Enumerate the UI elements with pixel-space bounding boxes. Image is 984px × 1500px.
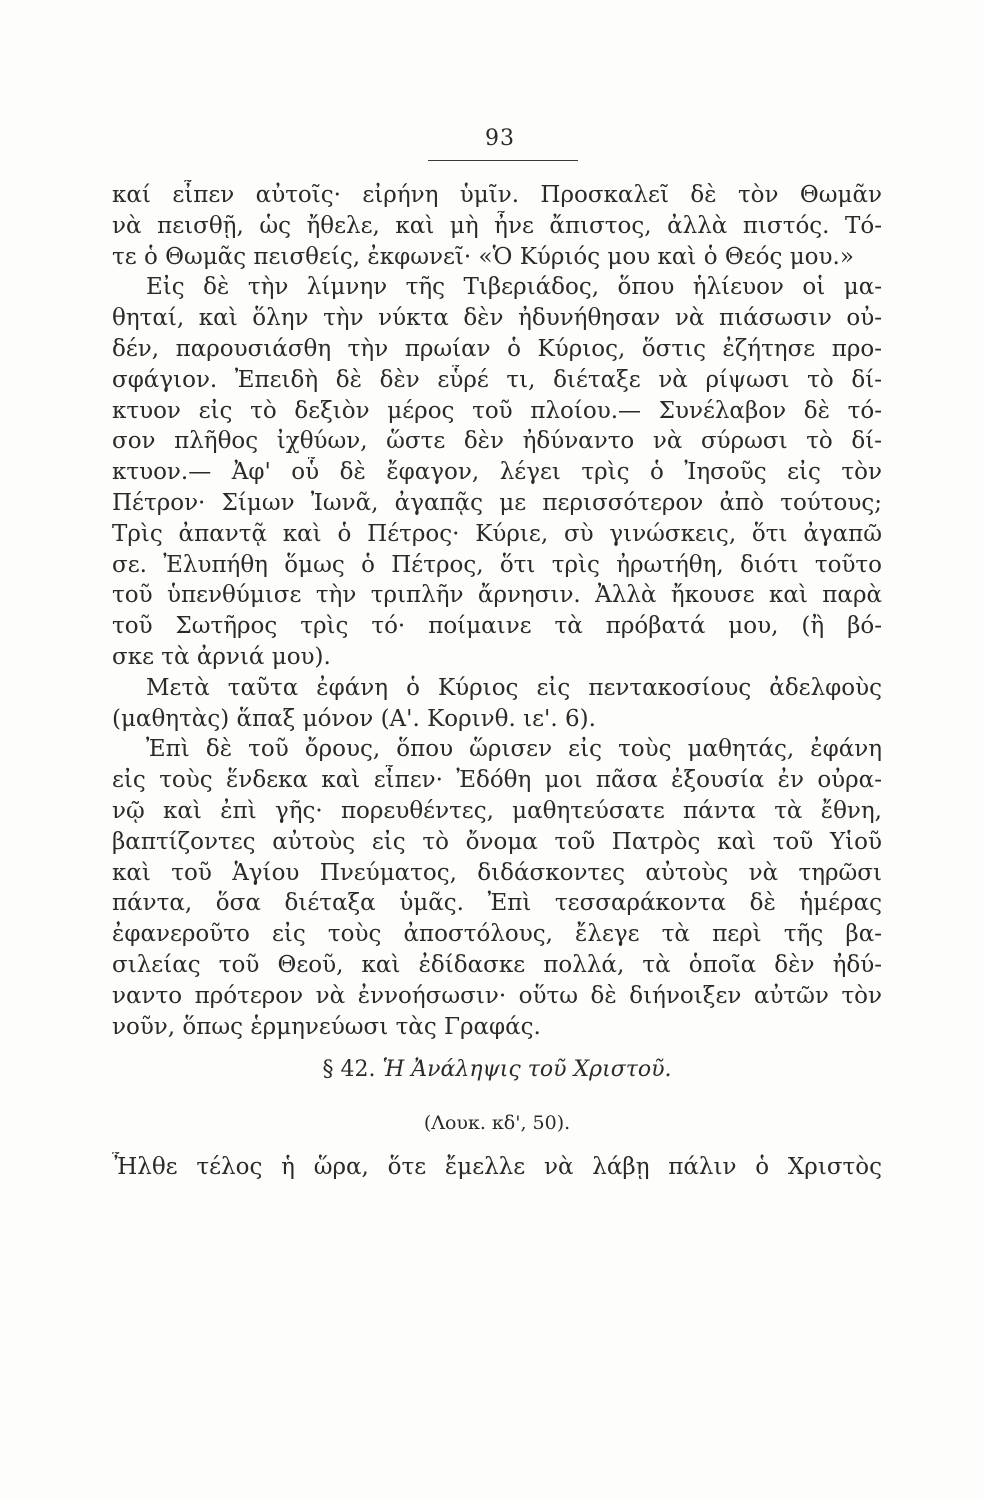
- text-line: σον πλῆθος ἰχθύων, ὥστε δὲν ἠδύναντο νὰ σύρωσι τὸ δί-: [112, 428, 882, 455]
- header-rule: [428, 160, 578, 161]
- text-line: (μαθητὰς) ἅπαξ μόνον (Α'. Κορινθ. ιε'. 6).: [112, 705, 596, 732]
- text-line: καὶ τοῦ Ἁγίου Πνεύματος, διδάσκοντες αὐτοὺς νὰ τηρῶσι: [112, 859, 882, 886]
- text-line: ναντο πρότερον νὰ ἐννοήσωσιν· οὕτω δὲ διήνοιξεν αὐτῶν τὸν: [112, 982, 882, 1009]
- text-line: βαπτίζοντες αὐτοὺς εἰς τὸ ὄνομα τοῦ Πατρὸς καὶ τοῦ Υἱοῦ: [112, 828, 882, 855]
- text-line: Πέτρον· Σίμων Ἰωνᾶ, ἀγαπᾷς με περισσότερον ἀπὸ τούτους;: [112, 489, 882, 516]
- paragraph-start-line: Ἐπὶ δὲ τοῦ ὄρους, ὅπου ὥρισεν εἰς τοὺς μαθητάς, ἐφάνη: [146, 736, 882, 763]
- text-line: καί εἶπεν αὐτοῖς· εἰρήνη ὑμῖν. Προσκαλεῖ δὲ τὸν Θωμᾶν: [112, 182, 882, 208]
- section-title: Ἡ Ἀνάληψις τοῦ Χριστοῦ.: [382, 1057, 672, 1083]
- text-line: Ἦλθε τέλος ἡ ὥρα, ὅτε ἔμελλε νὰ λάβῃ πάλιν ὁ Χριστὸς: [112, 1154, 882, 1181]
- text-line: σιλείας τοῦ Θεοῦ, καὶ ἐδίδασκε πολλά, τὰ ὁποῖα δὲν ἠδύ-: [112, 951, 882, 978]
- page-number: 93: [485, 126, 515, 151]
- text-line: δέν, παρουσιάσθη τὴν πρωίαν ὁ Κύριος, ὅστις ἐζήτησε προ-: [112, 335, 882, 362]
- text-line: νὰ πεισθῇ, ὡς ἤθελε, καὶ μὴ ἦνε ἄπιστος, ἀλλὰ πιστός. Τό-: [112, 212, 882, 239]
- text-line: σε. Ἐλυπήθη ὅμως ὁ Πέτρος, ὅτι τρὶς ἠρωτήθη, διότι τοῦτο: [112, 551, 882, 578]
- text-line: εἰς τοὺς ἕνδεκα καὶ εἶπεν· Ἐδόθη μοι πᾶσα ἐξουσία ἐν οὐρα-: [112, 767, 882, 794]
- text-line: κτυον.— Ἀφ' οὗ δὲ ἔφαγον, λέγει τρὶς ὁ Ἰησοῦς εἰς τὸν: [112, 459, 882, 486]
- text-line: πάντα, ὅσα διέταξα ὑμᾶς. Ἐπὶ τεσσαράκοντα δὲ ἡμέρας: [112, 890, 882, 917]
- body-text: [112, 180, 882, 1183]
- text-line: θηταί, καὶ ὅλην τὴν νύκτα δὲν ἠδυνήθησαν νὰ πιάσωσιν οὐ-: [112, 305, 882, 332]
- text-line: σκε τὰ ἀρνιά μου).: [112, 643, 331, 670]
- text-line: ἐφανεροῦτο εἰς τοὺς ἀποστόλους, ἔλεγε τὰ περὶ τῆς βα-: [112, 921, 882, 948]
- paragraph-start-line: Εἰς δὲ τὴν λίμνην τῆς Τιβεριάδος, ὅπου ἡλίευον οἱ μα-: [146, 274, 882, 301]
- text-line: νῷ καὶ ἐπὶ γῆς· πορευθέντες, μαθητεύσατε πάντα τὰ ἔθνη,: [112, 797, 882, 824]
- section-heading: [112, 1042, 882, 1102]
- text-line: τοῦ Σωτῆρος τρὶς τό· ποίμαινε τὰ πρόβατά μου, (ἢ βό-: [112, 613, 882, 640]
- text-line: Τρὶς ἀπαντᾷ καὶ ὁ Πέτρος· Κύριε, σὺ γινώσκεις, ὅτι ἀγαπῶ: [112, 520, 882, 547]
- section-number: § 42.: [322, 1057, 376, 1083]
- paragraph-start-line: Μετὰ ταῦτα ἐφάνη ὁ Κύριος εἰς πεντακοσίους ἀδελφοὺς: [146, 674, 882, 701]
- text-line: σφάγιον. Ἐπειδὴ δὲ δὲν εὗρέ τι, διέταξε νὰ ρίψωσι τὸ δί-: [112, 366, 882, 393]
- text-line: τε ὁ Θωμᾶς πεισθείς, ἐκφωνεῖ· «Ὁ Κύριός μου καὶ ὁ Θεός μου.»: [112, 243, 854, 270]
- text-line: κτυον εἰς τὸ δεξιὸν μέρος τοῦ πλοίου.— Συνέλαβον δὲ τό-: [112, 397, 882, 424]
- text-line: νοῦν, ὅπως ἑρμηνεύωσι τὰς Γραφάς.: [112, 1013, 541, 1040]
- section-reference: (Λουκ. κδ', 50).: [423, 1112, 571, 1135]
- text-line: τοῦ ὑπενθύμισε τὴν τριπλῆν ἄρνησιν. Ἀλλὰ ἤκουσε καὶ παρὰ: [112, 582, 882, 609]
